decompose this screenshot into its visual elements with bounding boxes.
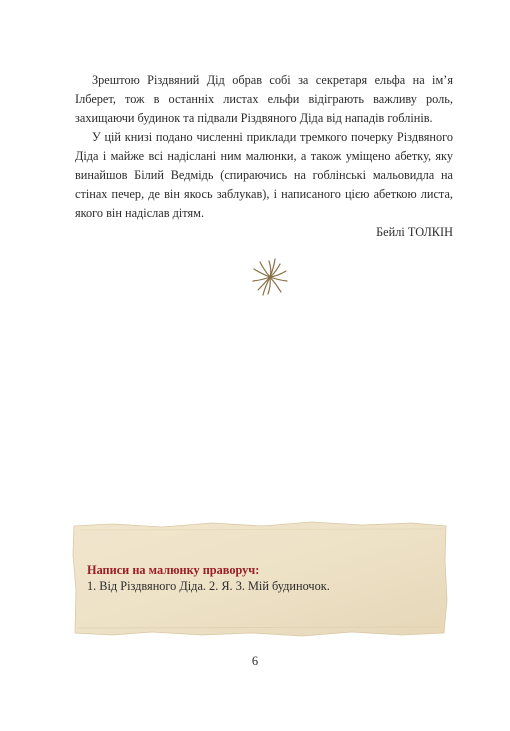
- body-text: [75, 71, 453, 242]
- note-text: 1. Від Різдвяного Діда. 2. Я. 3. Мій будиночок.: [87, 579, 330, 593]
- paragraph-1: Зрештою Різдвяний Дід обрав собі за секретаря ельфа на ім’я Ілберет, тож в останніх листах ельфи відіграють важливу роль, захищаючи будинок та підвали Різдвяного Діда від нападів гоблінів.: [75, 73, 453, 125]
- caption-note-card: [72, 520, 448, 637]
- paragraph-2: У цій книзі подано численні приклади тремкого почерку Різдвяного Діда і майже всі надіслані ним малюнки, а також уміщено абетку, яку винайшов Білий Ведмідь (спираючись на гоблінські мальовидла на стінах печер, де він якось заблукав), і написаного цією абеткою листа, якого він надіслав дітям.: [75, 130, 453, 220]
- signature: Бейлі ТОЛКІН: [376, 225, 453, 239]
- note-heading: Написи на малюнку праворуч:: [87, 563, 260, 577]
- page-number: 6: [251, 654, 259, 668]
- starburst-ornament-icon: [245, 252, 295, 302]
